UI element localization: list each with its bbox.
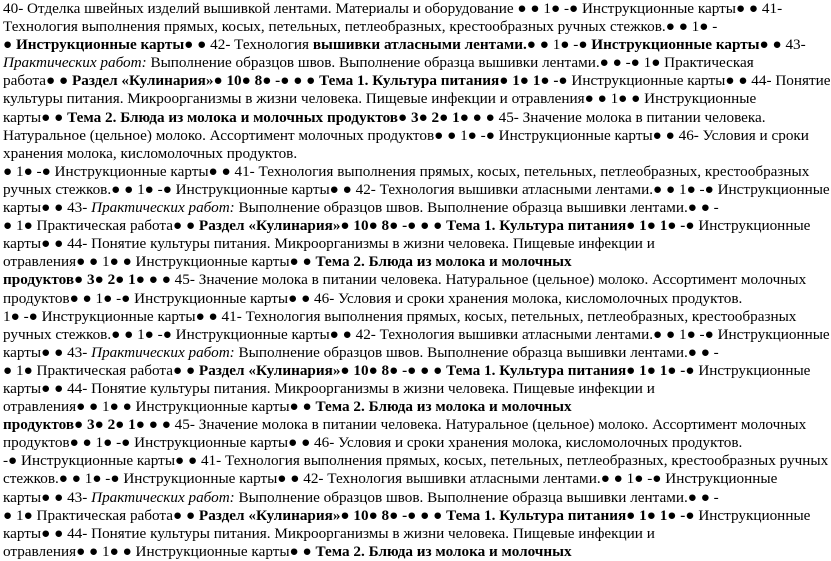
bold-text-run: Тема 2. Блюда из молока и молочных	[315, 398, 572, 416]
text-line	[3, 525, 812, 543]
text-run: -● Инструкционные карты● ● 41- Технология выполнения прямых, косых, петельных, петлеобразных, крестообразных ручных	[3, 452, 829, 470]
text-run: Инструкционные	[698, 361, 811, 379]
text-line	[3, 344, 812, 362]
text-run: ручных стежков.● ● 1● -● Инструкционные карты● ● 42- Технология вышивки атласными лентами.● ● 1● -● Инструкционные	[3, 180, 830, 198]
text-run: 1● -● Инструкционные карты● ● 41- Технология выполнения прямых, косых, петельных, петлеобразных, крестообразных	[3, 307, 797, 325]
bold-text-run: Раздел «Кулинария»● 10● 8● -● ● ● Тема 1. Культура питания● 1● 1● -●	[198, 217, 699, 235]
bold-text-run: Раздел «Кулинария»● 10● 8● -● ● ● Тема 1. Культура питания● 1● 1● -●	[198, 506, 699, 524]
text-run: отравления● ● 1● ● Инструкционные карты● ●	[3, 253, 316, 271]
text-run: карты● ● 44- Понятие культуры питания. Микроорганизмы в жизни человека. Пищевые инфекции и	[3, 379, 655, 397]
bold-text-run: Раздел «Кулинария»● 10● 8● -● ● ● Тема 1. Культура питания● 1● 1● -●	[198, 361, 699, 379]
text-line	[3, 271, 812, 289]
bold-text-run: продуктов● 3● 2● 1● ● ●	[3, 416, 175, 434]
text-line	[3, 0, 812, 18]
text-line	[3, 470, 812, 488]
italic-text-run: Практических работ:	[91, 343, 239, 361]
text-run: 42- Технология	[210, 36, 313, 54]
text-run: Натуральное (цельное) молоко. Ассортимент молочных продуктов● ● 1● -● Инструкционные карты● ● 46- Условия и сроки	[3, 126, 809, 144]
italic-text-run: Практических работ:	[91, 199, 239, 217]
text-line	[3, 90, 812, 108]
text-run: Выполнение образцов швов. Выполнение образца вышивки лентами.● ● -● 1● Практическая	[150, 54, 754, 72]
text-line	[3, 543, 812, 561]
text-run: карты● ●	[3, 108, 68, 126]
text-run: ● 1● Практическая работа● ●	[3, 361, 199, 379]
text-run: работа● ●	[3, 72, 72, 90]
text-line	[3, 36, 812, 54]
text-run: Выполнение образцов швов. Выполнение образца вышивки лентами.● ● -	[238, 488, 719, 506]
text-line	[3, 253, 812, 271]
italic-text-run: Практических работ:	[91, 488, 239, 506]
bold-text-run: вышивки атласными лентами.● ●	[312, 36, 553, 54]
text-run: Инструкционные карты● ● 44- Понятие	[571, 72, 831, 90]
text-line	[3, 109, 812, 127]
text-run: карты● ● 43-	[3, 199, 92, 217]
text-run: 45- Значение молока в питании человека. Натуральное (цельное) молоко. Ассортимент молочных	[174, 416, 807, 434]
bold-text-run: Тема 2. Блюда из молока и молочных	[315, 542, 572, 560]
text-run: ● 1● Практическая работа● ●	[3, 217, 199, 235]
text-run: продуктов● ● 1● -● Инструкционные карты● ● 46- Условия и сроки хранения молока, кисломолочных продуктов.	[3, 289, 743, 307]
text-line	[3, 235, 812, 253]
text-run: Технология выполнения прямых, косых, петельных, петлеобразных, крестообразных ручных стежков.● ● 1● -	[3, 18, 718, 36]
text-run: стежков.● ● 1● -● Инструкционные карты● ● 42- Технология вышивки атласными лентами.● ● 1● -● Инструкционные	[3, 470, 778, 488]
text-run: 43-	[785, 36, 806, 54]
bold-text-run: ● Инструкционные карты● ●	[3, 36, 211, 54]
text-line	[3, 290, 812, 308]
text-line	[3, 507, 812, 525]
text-run: хранения молока, кисломолочных продуктов.	[3, 144, 298, 162]
text-run: Выполнение образцов швов. Выполнение образца вышивки лентами.● ● -	[238, 343, 719, 361]
text-line	[3, 308, 812, 326]
text-run: ● 1● Практическая работа● ●	[3, 506, 199, 524]
text-run: Выполнение образцов швов. Выполнение образца вышивки лентами.● ● -	[238, 199, 719, 217]
text-run: продуктов● ● 1● -● Инструкционные карты● ● 46- Условия и сроки хранения молока, кисломолочных продуктов.	[3, 434, 743, 452]
italic-text-run: Практических работ:	[3, 54, 151, 72]
text-line	[3, 452, 829, 470]
text-run: карты● ● 43-	[3, 343, 92, 361]
text-run: 45- Значение молока в питании человека. Натуральное (цельное) молоко. Ассортимент молочных	[174, 271, 807, 289]
text-line	[3, 145, 812, 163]
text-run: карты● ● 44- Понятие культуры питания. Микроорганизмы в жизни человека. Пищевые инфекции и	[3, 235, 655, 253]
text-run: карты● ● 44- Понятие культуры питания. Микроорганизмы в жизни человека. Пищевые инфекции и	[3, 524, 655, 542]
text-run: Инструкционные	[698, 217, 811, 235]
bold-text-run: Инструкционные карты● ●	[591, 36, 786, 54]
bold-text-run: Тема 2. Блюда из молока и молочных продуктов● 3● 2● 1● ● ●	[67, 108, 499, 126]
text-line	[3, 199, 812, 217]
text-line	[3, 416, 812, 434]
text-line	[3, 217, 812, 235]
text-line	[3, 18, 812, 36]
text-line	[3, 163, 812, 181]
text-line	[3, 434, 812, 452]
bold-text-run: продуктов● 3● 2● 1● ● ●	[3, 271, 175, 289]
text-run: ручных стежков.● ● 1● -● Инструкционные карты● ● 42- Технология вышивки атласными лентами.● ● 1● -● Инструкционные	[3, 325, 830, 343]
text-line	[3, 380, 812, 398]
text-line	[3, 325, 830, 344]
text-run: отравления● ● 1● ● Инструкционные карты● ●	[3, 398, 316, 416]
text-line	[3, 54, 812, 72]
text-line	[3, 398, 812, 416]
text-run: 1● -●	[552, 36, 592, 54]
bold-text-run: Раздел «Кулинария»● 10● 8● -● ● ● Тема 1. Культура питания● 1● 1● -●	[71, 72, 572, 90]
document-body-text	[3, 0, 831, 561]
text-run: 40- Отделка швейных изделий вышивкой лентами. Материалы и оборудование ● ● 1● -● Инструкционные карты● ● 41-	[3, 0, 783, 17]
text-run: Инструкционные	[698, 506, 811, 524]
text-line	[3, 362, 812, 380]
text-line	[3, 489, 812, 507]
text-line	[3, 180, 830, 199]
text-run: ● 1● -● Инструкционные карты● ● 41- Технология выполнения прямых, косых, петельных, петлеобразных, крестообразных	[3, 162, 810, 180]
text-line	[3, 72, 831, 90]
text-line	[3, 127, 812, 145]
bold-text-run: Тема 2. Блюда из молока и молочных	[315, 253, 572, 271]
text-run: карты● ● 43-	[3, 488, 92, 506]
text-run: 45- Значение молока в питании человека.	[498, 108, 766, 126]
text-run: отравления● ● 1● ● Инструкционные карты● ●	[3, 542, 316, 560]
text-run: культуры питания. Микроорганизмы в жизни человека. Пищевые инфекции и отравления● ● 1● ● Инструкционные	[3, 90, 757, 108]
